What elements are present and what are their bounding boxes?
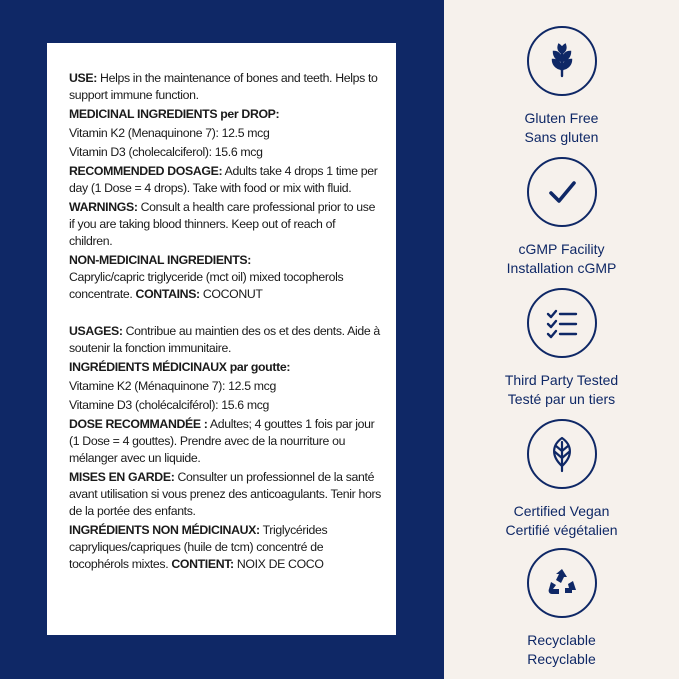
badge-line-fr: Installation cGMP [506, 260, 617, 276]
warnings-heading: WARNINGS: [69, 200, 138, 214]
badge-caption [444, 631, 679, 669]
badge-line-en: Recyclable [527, 632, 596, 648]
nonmed-heading [69, 252, 381, 269]
badge-caption [444, 240, 679, 278]
wheat-icon [542, 41, 582, 81]
leaf-icon [542, 434, 582, 474]
fr-warnings-heading: MISES EN GARDE: [69, 470, 175, 484]
label-text [69, 70, 381, 573]
badge-gluten-free [444, 26, 679, 147]
medicinal-heading [69, 106, 381, 123]
fr-dosage-paragraph [69, 416, 381, 467]
fr-nonmed-text: Triglycérides capryliques/capriques (huile de tcm) concentré de tocophérols mixtes. [69, 523, 328, 571]
badge-cgmp [444, 157, 679, 278]
fr-contains-text: NOIX DE COCO [233, 557, 324, 571]
product-label [47, 43, 396, 635]
badge-vegan [444, 419, 679, 540]
checklist-icon [542, 303, 582, 343]
badge-circle [527, 288, 597, 358]
use-paragraph [69, 70, 381, 104]
fr-dosage-heading: DOSE RECOMMANDÉE : [69, 417, 208, 431]
checkmark-icon [542, 172, 582, 212]
nonmed-text: Caprylic/capric triglyceride (mct oil) mixed tocopherols concentrate. [69, 270, 344, 301]
recycle-icon [542, 563, 582, 603]
badge-circle [527, 419, 597, 489]
badge-line-en: Gluten Free [524, 110, 599, 126]
fr-use-paragraph [69, 323, 381, 357]
fr-nonmed-paragraph [69, 522, 381, 573]
badge-line-en: Certified Vegan [513, 503, 610, 519]
badge-panel [444, 0, 679, 679]
badge-line-fr: Recyclable [527, 651, 596, 667]
badge-line-fr: Testé par un tiers [507, 391, 616, 407]
dosage-paragraph [69, 163, 381, 197]
badge-caption [444, 502, 679, 540]
contains-heading: CONTAINS: [135, 287, 200, 301]
badge-line-fr: Certifié végétalien [505, 522, 618, 538]
fr-warnings-paragraph [69, 469, 381, 520]
badge-third-party [444, 288, 679, 409]
fr-use-text: Contribue au maintien des os et des dents. Aide à soutenir la fonction immunitaire. [69, 324, 380, 355]
vitamin-d3: Vitamin D3 (cholecalciferol): 15.6 mcg [69, 145, 263, 159]
fr-vitamin-k2: Vitamine K2 (Ménaquinone 7): 12.5 mcg [69, 379, 276, 393]
use-heading: USE: [69, 71, 97, 85]
vitamin-k2: Vitamin K2 (Menaquinone 7): 12.5 mcg [69, 126, 270, 140]
nonmed-heading-text: NON-MEDICINAL INGREDIENTS: [69, 253, 251, 267]
fr-use-heading: USAGES: [69, 324, 123, 338]
fr-medicinal-heading-text: INGRÉDIENTS MÉDICINAUX par goutte: [69, 360, 291, 374]
fr-warnings-text: Consulter un professionnel de la santé avant utilisation si vous prenez des anticoagulants. Tenir hors de la portée des enfants. [69, 470, 381, 518]
contains-text: COCONUT [199, 287, 263, 301]
fr-dosage-text: Adultes; 4 gouttes 1 fois par jour (1 Dose = 4 gouttes). Prendre avec de la nourriture ou mélanger avec un liquide. [69, 417, 375, 465]
warnings-paragraph [69, 199, 381, 250]
nonmed-paragraph [69, 269, 381, 303]
warnings-text: Consult a health care professional prior to use if you are taking blood thinners. Keep out of reach of children. [69, 200, 376, 248]
badge-line-en: cGMP Facility [518, 241, 605, 257]
dosage-text: Adults take 4 drops 1 time per day (1 Dose = 4 drops). Take with food or mix with fluid. [69, 164, 378, 195]
badge-line-en: Third Party Tested [504, 372, 619, 388]
badge-recyclable [444, 548, 679, 669]
badge-circle [527, 26, 597, 96]
badge-caption [444, 109, 679, 147]
medicinal-heading-text: MEDICINAL INGREDIENTS per DROP: [69, 107, 280, 121]
fr-vitamin-d3: Vitamine D3 (cholécalciférol): 15.6 mcg [69, 398, 270, 412]
fr-nonmed-heading: INGRÉDIENTS NON MÉDICINAUX: [69, 523, 260, 537]
badge-line-fr: Sans gluten [524, 129, 599, 145]
badge-circle [527, 548, 597, 618]
badge-circle [527, 157, 597, 227]
fr-contains-heading: CONTIENT: [171, 557, 234, 571]
dosage-heading: RECOMMENDED DOSAGE: [69, 164, 223, 178]
badge-caption [444, 371, 679, 409]
use-text: Helps in the maintenance of bones and teeth. Helps to support immune function. [69, 71, 378, 102]
fr-medicinal-heading [69, 359, 381, 376]
